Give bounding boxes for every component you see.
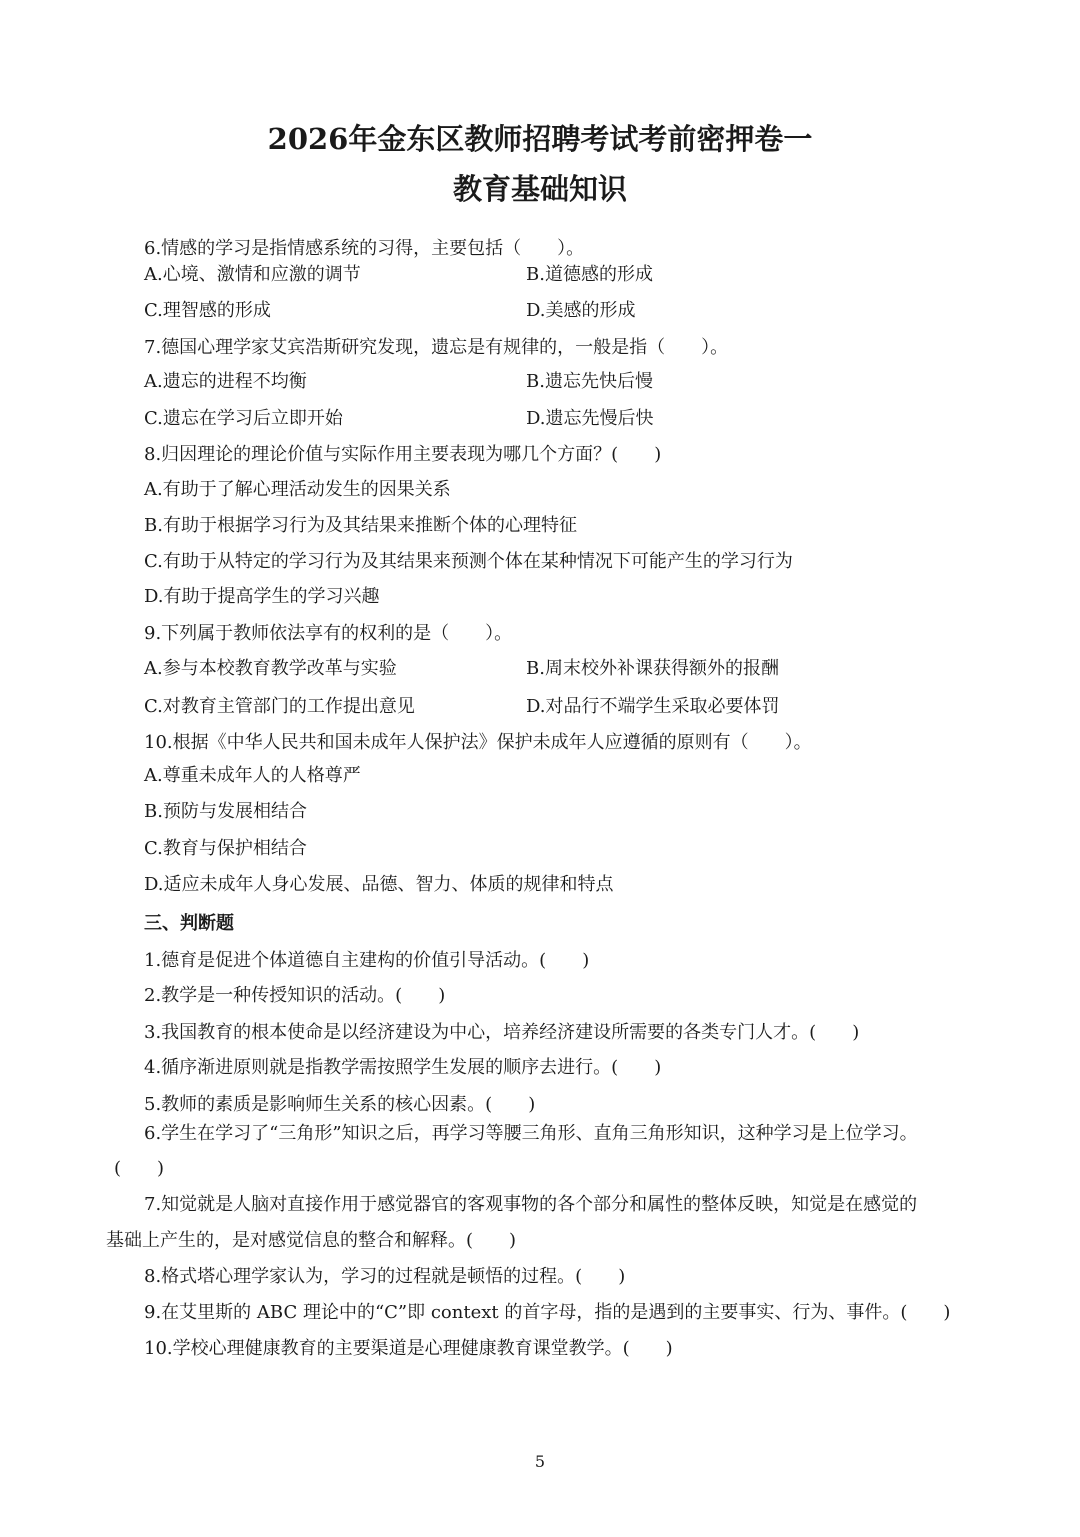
document-title: 2026年金东区教师招聘考试考前密押卷一 <box>267 122 813 156</box>
judgment-line-4: 4.循序渐进原则就是指教学需按照学生发展的顺序去进行。( ) <box>144 1057 662 1078</box>
question-8-stem: 8.归因理论的理论价值与实际作用主要表现为哪几个方面？( ) <box>144 444 662 465</box>
question-7-option-c: C.遗忘在学习后立即开始 <box>144 408 343 429</box>
judgment-line-7-cont: 基础上产生的，是对感觉信息的整合和解释。( ) <box>106 1230 517 1251</box>
judgment-line-7: 7.知觉就是人脑对直接作用于感觉器官的客观事物的各个部分和属性的整体反映，知觉是在感觉的 <box>144 1194 918 1215</box>
question-10-option-b: B.预防与发展相结合 <box>144 801 307 822</box>
question-9-option-d: D.对品行不端学生采取必要体罚 <box>526 696 780 717</box>
question-10-option-d: D.适应未成年人身心发展、品德、智力、体质的规律和特点 <box>144 874 614 895</box>
question-8-option-c: C.有助于从特定的学习行为及其结果来预测个体在某种情况下可能产生的学习行为 <box>144 551 793 572</box>
question-6-stem: 6.情感的学习是指情感系统的习得，主要包括（ ）。 <box>144 238 585 259</box>
question-10-option-c: C.教育与保护相结合 <box>144 838 307 859</box>
judgment-line-2: 2.教学是一种传授知识的活动。( ) <box>144 985 446 1006</box>
judgment-line-6: 6.学生在学习了“三角形”知识之后，再学习等腰三角形、直角三角形知识，这种学习是上位学习。 <box>144 1123 918 1144</box>
judgment-line-10: 10.学校心理健康教育的主要渠道是心理健康教育课堂教学。( ) <box>144 1338 673 1359</box>
question-10-stem: 10.根据《中华人民共和国未成年人保护法》保护未成年人应遵循的原则有（ ）。 <box>144 732 812 753</box>
question-8-option-a: A.有助于了解心理活动发生的因果关系 <box>144 479 451 500</box>
judgment-line-3: 3.我国教育的根本使命是以经济建设为中心，培养经济建设所需要的各类专门人才。( ) <box>144 1022 860 1043</box>
question-6-option-c: C.理智感的形成 <box>144 300 271 321</box>
question-7-option-d: D.遗忘先慢后快 <box>526 408 654 429</box>
question-9-option-b: B.周末校外补课获得额外的报酬 <box>526 658 779 679</box>
question-9-stem: 9.下列属于教师依法享有的权利的是（ ）。 <box>144 623 513 644</box>
question-7-stem: 7.德国心理学家艾宾浩斯研究发现，遗忘是有规律的，一般是指（ ）。 <box>144 337 729 358</box>
question-9-option-c: C.对教育主管部门的工作提出意见 <box>144 696 415 717</box>
question-7-option-b: B.遗忘先快后慢 <box>526 371 653 392</box>
judgment-line-8: 8.格式塔心理学家认为，学习的过程就是顿悟的过程。( ) <box>144 1266 626 1287</box>
question-10-option-a: A.尊重未成年人的人格尊严 <box>144 765 361 786</box>
section-heading-judgment: 三、判断题 <box>144 913 234 934</box>
question-8-option-b: B.有助于根据学习行为及其结果来推断个体的心理特征 <box>144 515 577 536</box>
judgment-line-9: 9.在艾里斯的 ABC 理论中的“C”即 context 的首字母，指的是遇到的主要事实、行为、事件。( ) <box>144 1302 951 1323</box>
judgment-line-6-paren: ( ) <box>114 1158 165 1179</box>
document-subtitle: 教育基础知识 <box>452 172 627 206</box>
question-8-option-d: D.有助于提高学生的学习兴趣 <box>144 586 380 607</box>
question-6-option-a: A.心境、激情和应激的调节 <box>144 264 361 285</box>
judgment-line-5: 5.教师的素质是影响师生关系的核心因素。( ) <box>144 1094 536 1115</box>
question-6-option-d: D.美感的形成 <box>526 300 636 321</box>
page-number: 5 <box>534 1452 546 1471</box>
question-7-option-a: A.遗忘的进程不均衡 <box>144 371 307 392</box>
judgment-line-1: 1.德育是促进个体道德自主建构的价值引导活动。( ) <box>144 950 590 971</box>
question-6-option-b: B.道德感的形成 <box>526 264 653 285</box>
question-9-option-a: A.参与本校教育教学改革与实验 <box>144 658 397 679</box>
